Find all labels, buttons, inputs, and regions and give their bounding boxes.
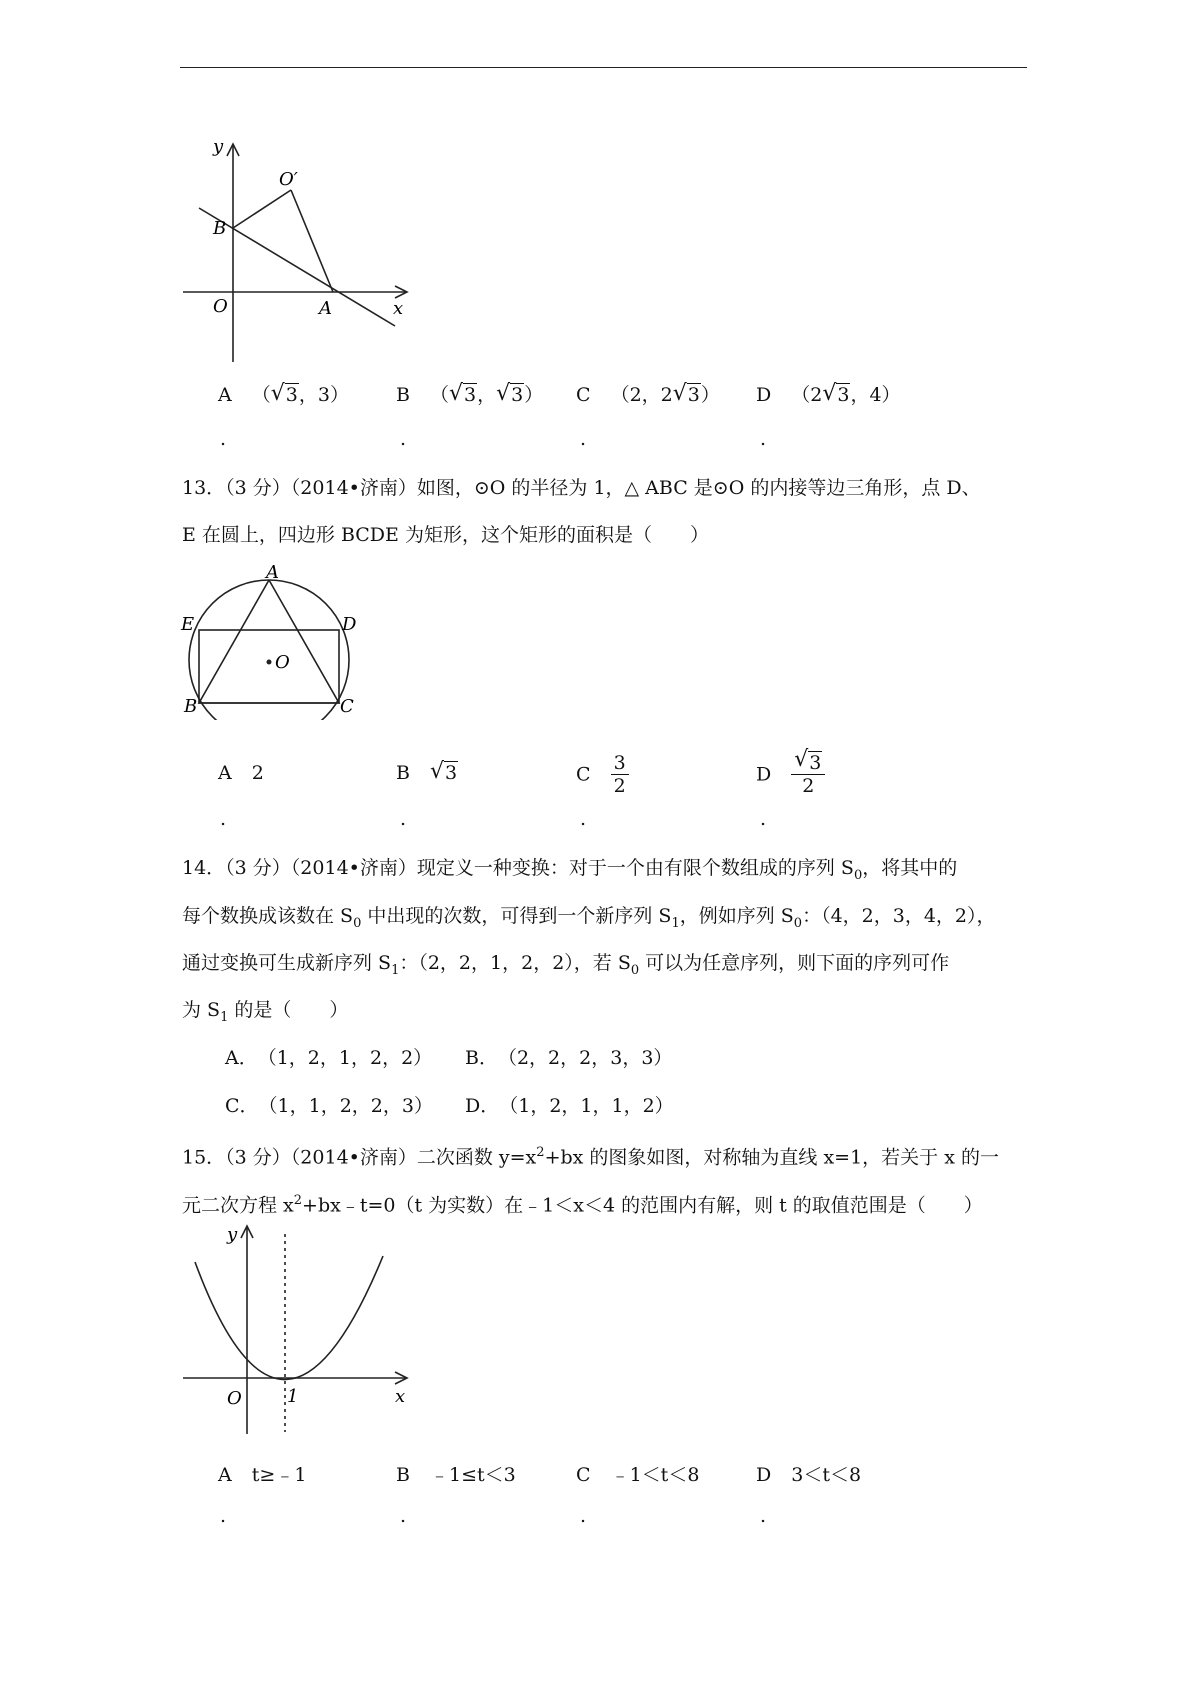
q14-question-line3: 通过变换可生成新序列 $S_1$：（2，2，1，2，2），若 $S_0$ 可以为任意序列，则下面的序列可作: [182, 952, 950, 978]
q12-option-a-letter: A: [218, 384, 232, 406]
q12-label-y: y: [213, 140, 224, 157]
q14-question-line1: 14．（3 分）（2014•济南）现定义一种变换：对于一个由有限个数组成的序列 $S_0$，将其中的: [182, 857, 958, 883]
q12-option-b[interactable]: [396, 380, 543, 407]
q13-option-d-denominator: 2: [802, 775, 815, 797]
q12-option-d-pre: （2: [791, 384, 823, 406]
q12-label-b: B: [213, 218, 227, 239]
q15-label-x: x: [395, 1386, 406, 1407]
q12-option-b-post: ）: [524, 384, 544, 406]
q12-option-a-pre: （: [251, 384, 271, 406]
q14-option-c[interactable]: C． （1，1，2，2，3）: [225, 1095, 433, 1117]
q13-option-c-fraction: [611, 752, 629, 797]
q12-option-c-letter: C: [576, 384, 591, 406]
q12-option-d-post: ，4）: [850, 384, 901, 406]
q13-figure: [178, 560, 378, 720]
q15-label-one: 1: [287, 1386, 299, 1407]
q14-option-b[interactable]: B． （2，2，2，3，3）: [465, 1047, 673, 1069]
q13-option-c-letter: C: [576, 763, 591, 786]
q15-option-c-value: ﹣1＜t＜8: [610, 1464, 700, 1486]
header-rule: [180, 67, 1027, 68]
q13-label-o: O: [275, 652, 290, 673]
q13-option-a-value: 2: [251, 762, 264, 784]
q15-dot-b: .: [400, 1505, 407, 1527]
q12-label-x: x: [393, 298, 404, 319]
q12-option-c[interactable]: [576, 380, 720, 407]
q13-option-c-numerator: 3: [611, 752, 629, 775]
q13-question-line2: E 在圆上，四边形 BCDE 为矩形，这个矩形的面积是（ ）: [182, 524, 709, 546]
q13-option-d-fraction: [791, 747, 825, 797]
q13-option-d[interactable]: [756, 747, 825, 797]
q15-option-d-value: 3＜t＜8: [791, 1464, 862, 1486]
q13-dot-d: .: [760, 808, 767, 830]
q14-question-line2: 每个数换成该数在 $S_0$ 中出现的次数，可得到一个新序列 $S_1$，例如序列 $S_0$：（4，2，3，4，2），: [182, 905, 996, 931]
q12-dot-b: .: [400, 428, 407, 450]
q15-option-b-value: ﹣1≤t＜3: [430, 1464, 516, 1486]
q13-question-line1: 13．（3 分）（2014•济南）如图，⊙O 的半径为 1，△ ABC 是⊙O 的内接等边三角形，点 D、: [182, 477, 981, 499]
q13-option-c-denominator: 2: [613, 775, 626, 797]
q12-option-a[interactable]: [218, 380, 349, 407]
q12-option-b-letter: B: [396, 384, 410, 406]
q12-dot-d: .: [760, 428, 767, 450]
q12-option-c-sqrt: √ 3: [672, 381, 700, 406]
q15-parabola: [195, 1256, 383, 1380]
q15-figure: [175, 1222, 415, 1442]
q15-dot-c: .: [580, 1505, 587, 1527]
q12-dot-a: .: [220, 428, 227, 450]
q12-label-o-prime: O′: [279, 169, 298, 190]
q12-figure: [175, 140, 415, 370]
q12-option-d-sqrt: √ 3: [822, 381, 850, 406]
q12-option-a-sqrt: √ 3: [270, 381, 298, 406]
q15-dot-d: .: [760, 1505, 767, 1527]
q13-label-b: B: [184, 696, 198, 717]
q15-question-line1: 15．（3 分）（2014•济南）二次函数 $y=x^2+bx$ 的图象如图，对称轴为直线 x=1，若关于 x 的一: [182, 1145, 999, 1169]
q13-label-a: A: [266, 562, 279, 583]
q15-option-c-letter: C: [576, 1464, 591, 1486]
q13-circle: [189, 580, 349, 720]
q15-option-d[interactable]: [756, 1460, 861, 1487]
q12-line-ab: [199, 208, 395, 326]
q12-option-b-sqrt1: √ 3: [449, 381, 477, 406]
q15-dot-a: .: [220, 1505, 227, 1527]
q14-option-d[interactable]: D． （1，2，1，1，2）: [465, 1095, 674, 1117]
q14-question-line4: 为 $S_1$ 的是（ ）: [182, 999, 349, 1025]
q15-label-y: y: [227, 1224, 238, 1245]
q12-option-c-post: ）: [700, 384, 720, 406]
q13-dot-c: .: [580, 808, 587, 830]
q12-segment-bo: [233, 190, 291, 228]
q12-option-d[interactable]: [756, 380, 901, 407]
q12-dot-c: .: [580, 428, 587, 450]
q15-option-c[interactable]: [576, 1460, 699, 1487]
q15-label-o: O: [227, 1388, 242, 1409]
q12-option-b-mid: ，: [477, 384, 497, 406]
q13-option-b-letter: B: [396, 762, 410, 784]
q12-option-d-letter: D: [756, 384, 772, 406]
q13-option-a-letter: A: [218, 762, 232, 784]
q13-option-d-letter: D: [756, 763, 772, 786]
q12-label-a: A: [319, 298, 332, 319]
q15-option-b[interactable]: [396, 1460, 516, 1487]
q12-option-b-sqrt2: √ 3: [496, 381, 524, 406]
q13-option-b-sqrt: √ 3: [430, 759, 458, 784]
q12-label-o: O: [213, 296, 228, 317]
q13-option-d-numerator: √ 3: [791, 752, 825, 775]
q15-option-a-letter: A: [218, 1464, 232, 1486]
q13-dot-b: .: [400, 808, 407, 830]
q12-option-a-rest: ，3）: [298, 384, 349, 406]
q13-label-d: D: [342, 614, 357, 635]
q15-option-a[interactable]: [218, 1460, 306, 1487]
q13-center-point: [267, 660, 272, 665]
q14-option-a[interactable]: A． （1，2，1，2，2）: [225, 1047, 433, 1069]
q13-dot-a: .: [220, 808, 227, 830]
q13-label-e: E: [181, 614, 195, 635]
q13-triangle-abc: [199, 580, 339, 703]
q13-label-c: C: [340, 696, 354, 717]
q15-option-b-letter: B: [396, 1464, 410, 1486]
q12-option-c-pre: （2，2: [610, 384, 673, 406]
q15-question-line2: 元二次方程 $x^2+bx﹣t=0(t$ 为实数）在﹣1＜x＜4 的范围内有解，则 t 的取值范围是（ ）: [182, 1193, 983, 1217]
q12-option-b-pre: （: [430, 384, 450, 406]
q13-option-a[interactable]: [218, 762, 264, 784]
q13-option-b[interactable]: [396, 759, 458, 784]
q15-option-a-value: t≥﹣1: [251, 1464, 307, 1486]
q15-option-d-letter: D: [756, 1464, 772, 1486]
q13-option-c[interactable]: [576, 752, 629, 797]
